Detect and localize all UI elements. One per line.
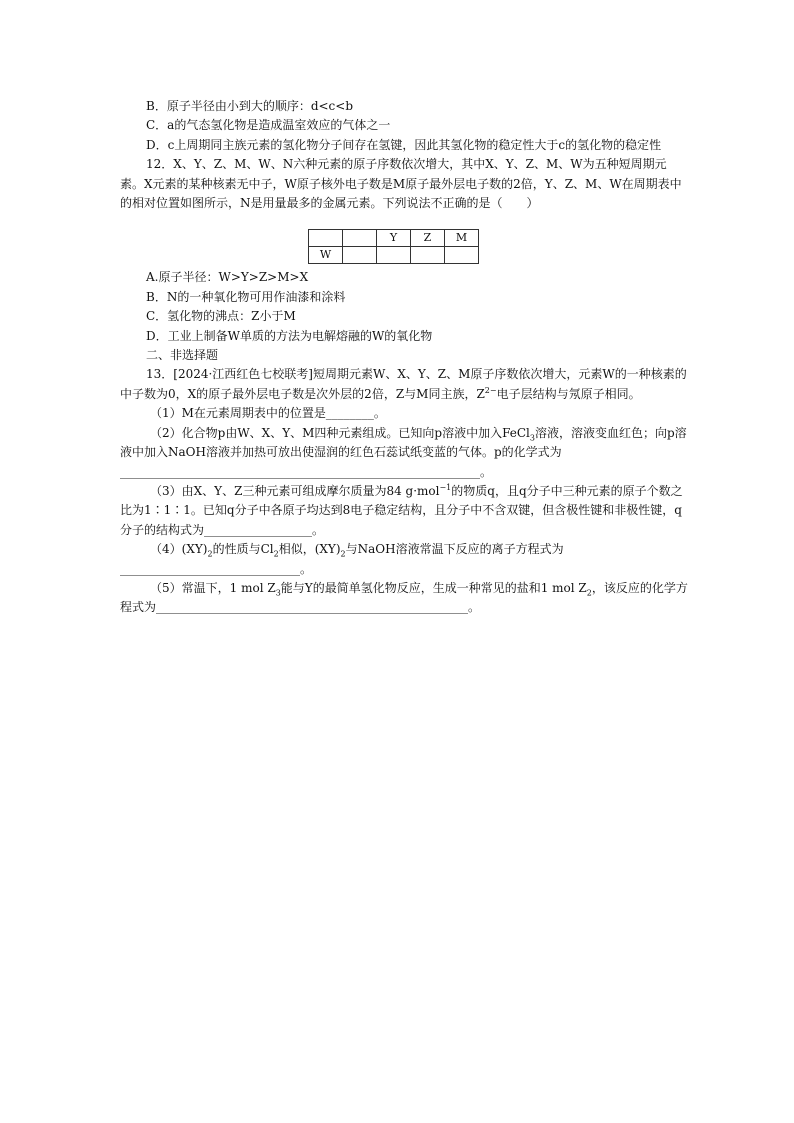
q12-option-a: A.原子半径：W>Y>Z>M>X — [146, 270, 309, 285]
table-cell — [445, 247, 479, 264]
table-cell: M — [445, 230, 479, 247]
table-cell — [343, 230, 377, 247]
q13-part-1: （1）M在元素周期表中的位置是________。 — [150, 406, 386, 421]
table-cell: Z — [411, 230, 445, 247]
q13-charge-sup: 2− — [484, 385, 497, 395]
q13-part-2 — [120, 424, 688, 482]
periodic-position-table-wrap — [308, 229, 688, 264]
section-heading: 二、非选择题 — [146, 348, 219, 363]
q13-part-4-sub-3: 2 — [340, 549, 346, 559]
question-12-stem: 12．X、Y、Z、M、W、N六种元素的原子序数依次增大，其中X、Y、Z、M、W为五种短周期元素。X元素的某种核素无中子，W原子核外电子数是M原子最外层电子数的2倍，Y、Z、M、W在周期表中的相对位置如图所示，N是用量最多的金属元素。下列说法不正确的是（ ） — [120, 157, 682, 211]
q12-option-b: B．N的一种氧化物可用作油漆和涂料 — [146, 289, 346, 304]
q13-stem-text: 13．[2024·江西红色七校联考]短周期元素W、X、Y、Z、M原子序数依次增大，元素W的一种核素的中子数为0，X的原子最外层电子数是次外层的2倍，Z与M同主族，Z — [120, 367, 687, 401]
table-cell — [377, 247, 411, 264]
option-d: D．c上周期同主族元素的氢化物分子间存在氢键，因此其氢化物的稳定性大于c的氢化物的稳定性 — [146, 137, 662, 152]
q13-part-5-text-2: 能与Y的最简单氢化物反应，生成一种常见的盐和1 mol Z — [280, 580, 587, 595]
q13-part-3 — [120, 482, 688, 540]
q13-part-4-text-2: 的性质与Cl — [212, 542, 274, 557]
q13-part-3-text-2: 的物质q，且q分子中三种元素的原子个数之比为1∶1∶1。已知q分子中各原子均达到8电子稳定结构，且分子中不含双键，但含极性键和非极性键，q分子的结构式为__________________。 — [120, 483, 683, 537]
table-cell: W — [309, 247, 343, 264]
table-cell — [309, 230, 343, 247]
document-page — [120, 97, 688, 618]
option-b: B．原子半径由小到大的顺序：d<c<b — [146, 99, 354, 113]
q13-part-5-text-3: ，该反应的化学方程式为____________________________________________________。 — [120, 580, 688, 615]
option-c: C．a的气态氢化物是造成温室效应的气体之一 — [146, 118, 391, 133]
q13-part-4-sub-1: 2 — [207, 549, 213, 559]
periodic-position-table — [308, 229, 479, 264]
q13-part-3-sup: −1 — [439, 482, 452, 492]
q13-part-4-text-3: 相似，(XY) — [278, 542, 341, 557]
q13-part-4-text: （4）(XY) — [150, 542, 208, 557]
q13-part-4-sub-2: 2 — [273, 549, 279, 559]
table-row — [309, 230, 479, 247]
table-cell — [411, 247, 445, 264]
table-cell: Y — [377, 230, 411, 247]
q13-part-2-text: （2）化合物p由W、X、Y、M四种元素组成。已知向p溶液中加入FeCl — [150, 425, 530, 440]
q13-part-5-sub-1: 3 — [275, 588, 281, 598]
q13-part-5-text: （5）常温下，1 mol Z — [150, 580, 276, 595]
q13-part-3-text: （3）由X、Y、Z三种元素可组成摩尔质量为84 g·mol — [150, 483, 440, 498]
q13-part-2-sub: 3 — [529, 433, 535, 443]
question-13-stem — [120, 365, 688, 404]
table-cell — [343, 247, 377, 264]
q12-option-d: D．工业上制备W单质的方法为电解熔融的W的氧化物 — [146, 328, 433, 343]
q13-part-5 — [120, 579, 688, 618]
q13-stem-text-2: 电子层结构与氖原子相同。 — [496, 386, 641, 401]
q13-part-4 — [120, 540, 688, 579]
q13-part-2-text-2: 溶液，溶液变血红色；向p溶液中加入NaOH溶液并加热可放出使湿润的红色石蕊试纸变蓝的气体。p的化学式为____________________________________________________________。 — [120, 425, 687, 479]
q12-option-c: C．氢化物的沸点：Z小于M — [146, 309, 296, 324]
q13-part-4-text-4: 与NaOH溶液常温下反应的离子方程式为______________________________。 — [120, 542, 564, 576]
q13-part-5-sub-2: 2 — [586, 588, 592, 598]
table-row — [309, 247, 479, 264]
